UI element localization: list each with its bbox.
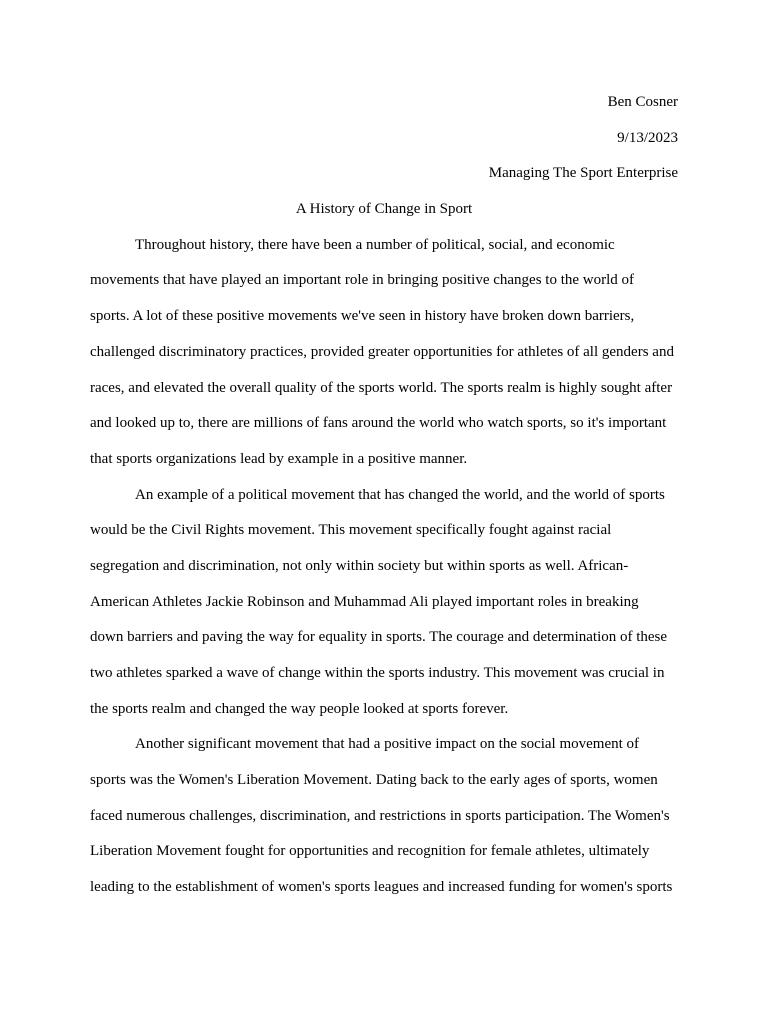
paragraph-line: Throughout history, there have been a number of political, social, and economic bbox=[135, 236, 615, 253]
paragraph-line: segregation and discrimination, not only within society but within sports as well. African- bbox=[90, 557, 629, 574]
paragraph-line: challenged discriminatory practices, provided greater opportunities for athletes of all genders and bbox=[90, 343, 674, 360]
paragraph-line: sports. A lot of these positive movements we've seen in history have broken down barriers, bbox=[90, 308, 635, 325]
course-name: Managing The Sport Enterprise bbox=[488, 165, 678, 182]
paragraph-line: races, and elevated the overall quality of the sports world. The sports realm is highly sought after bbox=[90, 379, 673, 396]
paragraph-2 bbox=[90, 478, 678, 728]
paragraph-line: Liberation Movement fought for opportunities and recognition for female athletes, ultimately bbox=[90, 843, 650, 860]
paragraph-line: and looked up to, there are millions of fans around the world who watch sports, so it's important bbox=[90, 415, 667, 432]
author-name: Ben Cosner bbox=[607, 94, 678, 110]
document-title: A History of Change in Sport bbox=[295, 201, 473, 218]
paragraph-1 bbox=[90, 228, 678, 478]
paragraph-line: An example of a political movement that has changed the world, and the world of sports bbox=[135, 486, 665, 503]
paragraph-line: leading to the establishment of women's sports leagues and increased funding for women's sports bbox=[90, 879, 673, 896]
paragraph-line: would be the Civil Rights movement. This movement specifically fought against racial bbox=[90, 522, 612, 539]
paragraph-line: faced numerous challenges, discrimination, and restrictions in sports participation. The Women's bbox=[90, 807, 670, 824]
paragraph-line: movements that have played an important role in bringing positive changes to the world of bbox=[90, 272, 635, 289]
document-date: 9/13/2023 bbox=[617, 129, 678, 146]
paragraph-line: the sports realm and changed the way people looked at sports forever. bbox=[90, 700, 509, 717]
paragraph-line: down barriers and paving the way for equality in sports. The courage and determination of these bbox=[90, 629, 668, 646]
paragraph-line: sports was the Women's Liberation Movement. Dating back to the early ages of sports, women bbox=[90, 772, 658, 789]
paragraph-line: that sports organizations lead by example in a positive manner. bbox=[90, 450, 468, 467]
paragraph-line: Another significant movement that had a positive impact on the social movement of bbox=[135, 736, 640, 753]
paragraph-line: two athletes sparked a wave of change within the sports industry. This movement was crucial in bbox=[90, 665, 665, 681]
paragraph-line: American Athletes Jackie Robinson and Muhammad Ali played important roles in breaking bbox=[90, 593, 639, 610]
paragraph-3 bbox=[90, 727, 678, 905]
document-page bbox=[90, 85, 678, 906]
